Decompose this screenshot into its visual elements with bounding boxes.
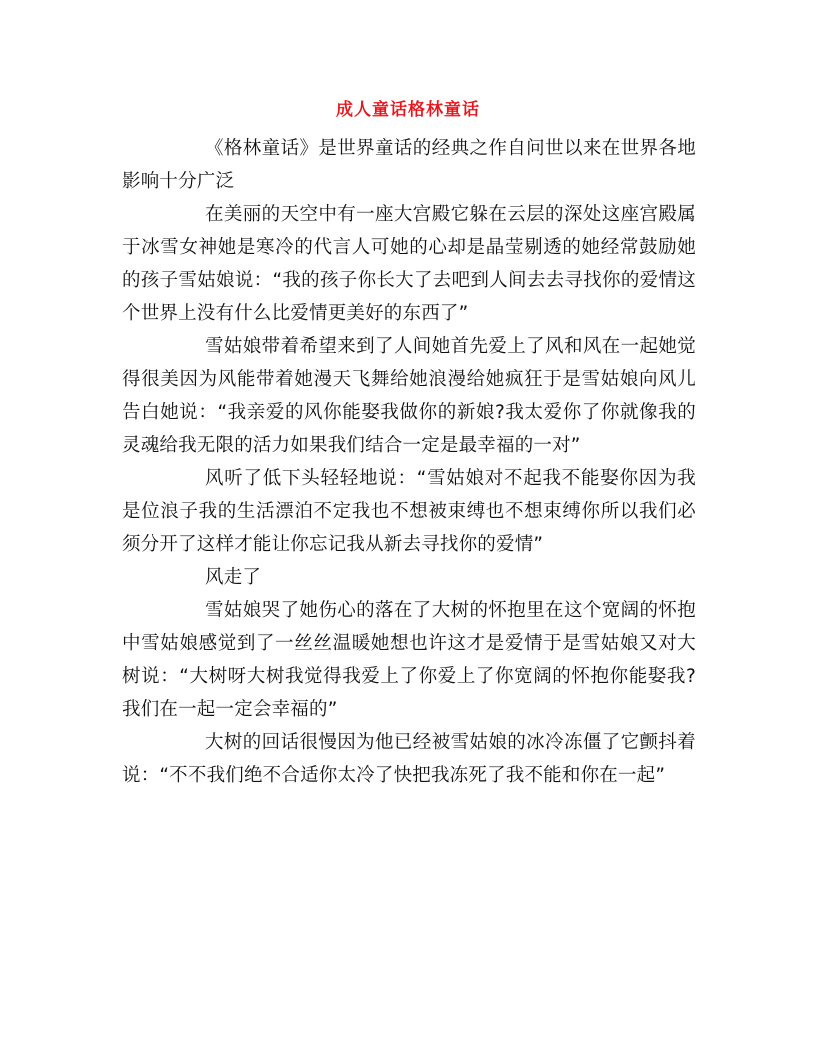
paragraph-wind-reply: 风听了低下头轻轻地说：“雪姑娘对不起我不能娶你因为我是位浪子我的生活漂泊不定我也不想被束缚也不想束缚你所以我们必须分开了这样才能让你忘记我从新去寻找你的爱情” [122, 468, 696, 555]
paragraph-palace: 在美丽的天空中有一座大宫殿它躲在云层的深处这座宫殿属于冰雪女神她是寒冷的代言人可她的心却是晶莹剔透的她经常鼓励她的孩子雪姑娘说：“我的孩子你长大了去吧到人间去去寻找你的爱情这个世界上没有什么比爱情更美好的东西了” [122, 204, 696, 324]
paragraph-wind-left: 风走了 [205, 567, 262, 588]
document-title: 成人童话格林童话 [336, 100, 480, 120]
paragraph-wind-love: 雪姑娘带着希望来到了人间她首先爱上了风和风在一起她觉得很美因为风能带着她漫天飞舞给她浪漫给她疯狂于是雪姑娘向风儿告白她说：“我亲爱的风你能娶我做你的新娘?我太爱你了你就像我的灵魂给我无限的活力如果我们结合一定是最幸福的一对” [122, 336, 696, 456]
document-body [122, 132, 696, 792]
paragraph-tree-reply: 大树的回话很慢因为他已经被雪姑娘的冰冷冻僵了它颤抖着说：“不不我们绝不合适你太冷了快把我冻死了我不能和你在一起” [122, 732, 696, 786]
paragraph-tree-love: 雪姑娘哭了她伤心的落在了大树的怀抱里在这个宽阔的怀抱中雪姑娘感觉到了一丝丝温暖她想也许这才是爱情于是雪姑娘又对大树说：“大树呀大树我觉得我爱上了你爱上了你宽阔的怀抱你能娶我?我们在一起一定会幸福的” [122, 600, 696, 720]
paragraph-intro: 《格林童话》是世界童话的经典之作自问世以来在世界各地影响十分广泛 [122, 138, 696, 192]
